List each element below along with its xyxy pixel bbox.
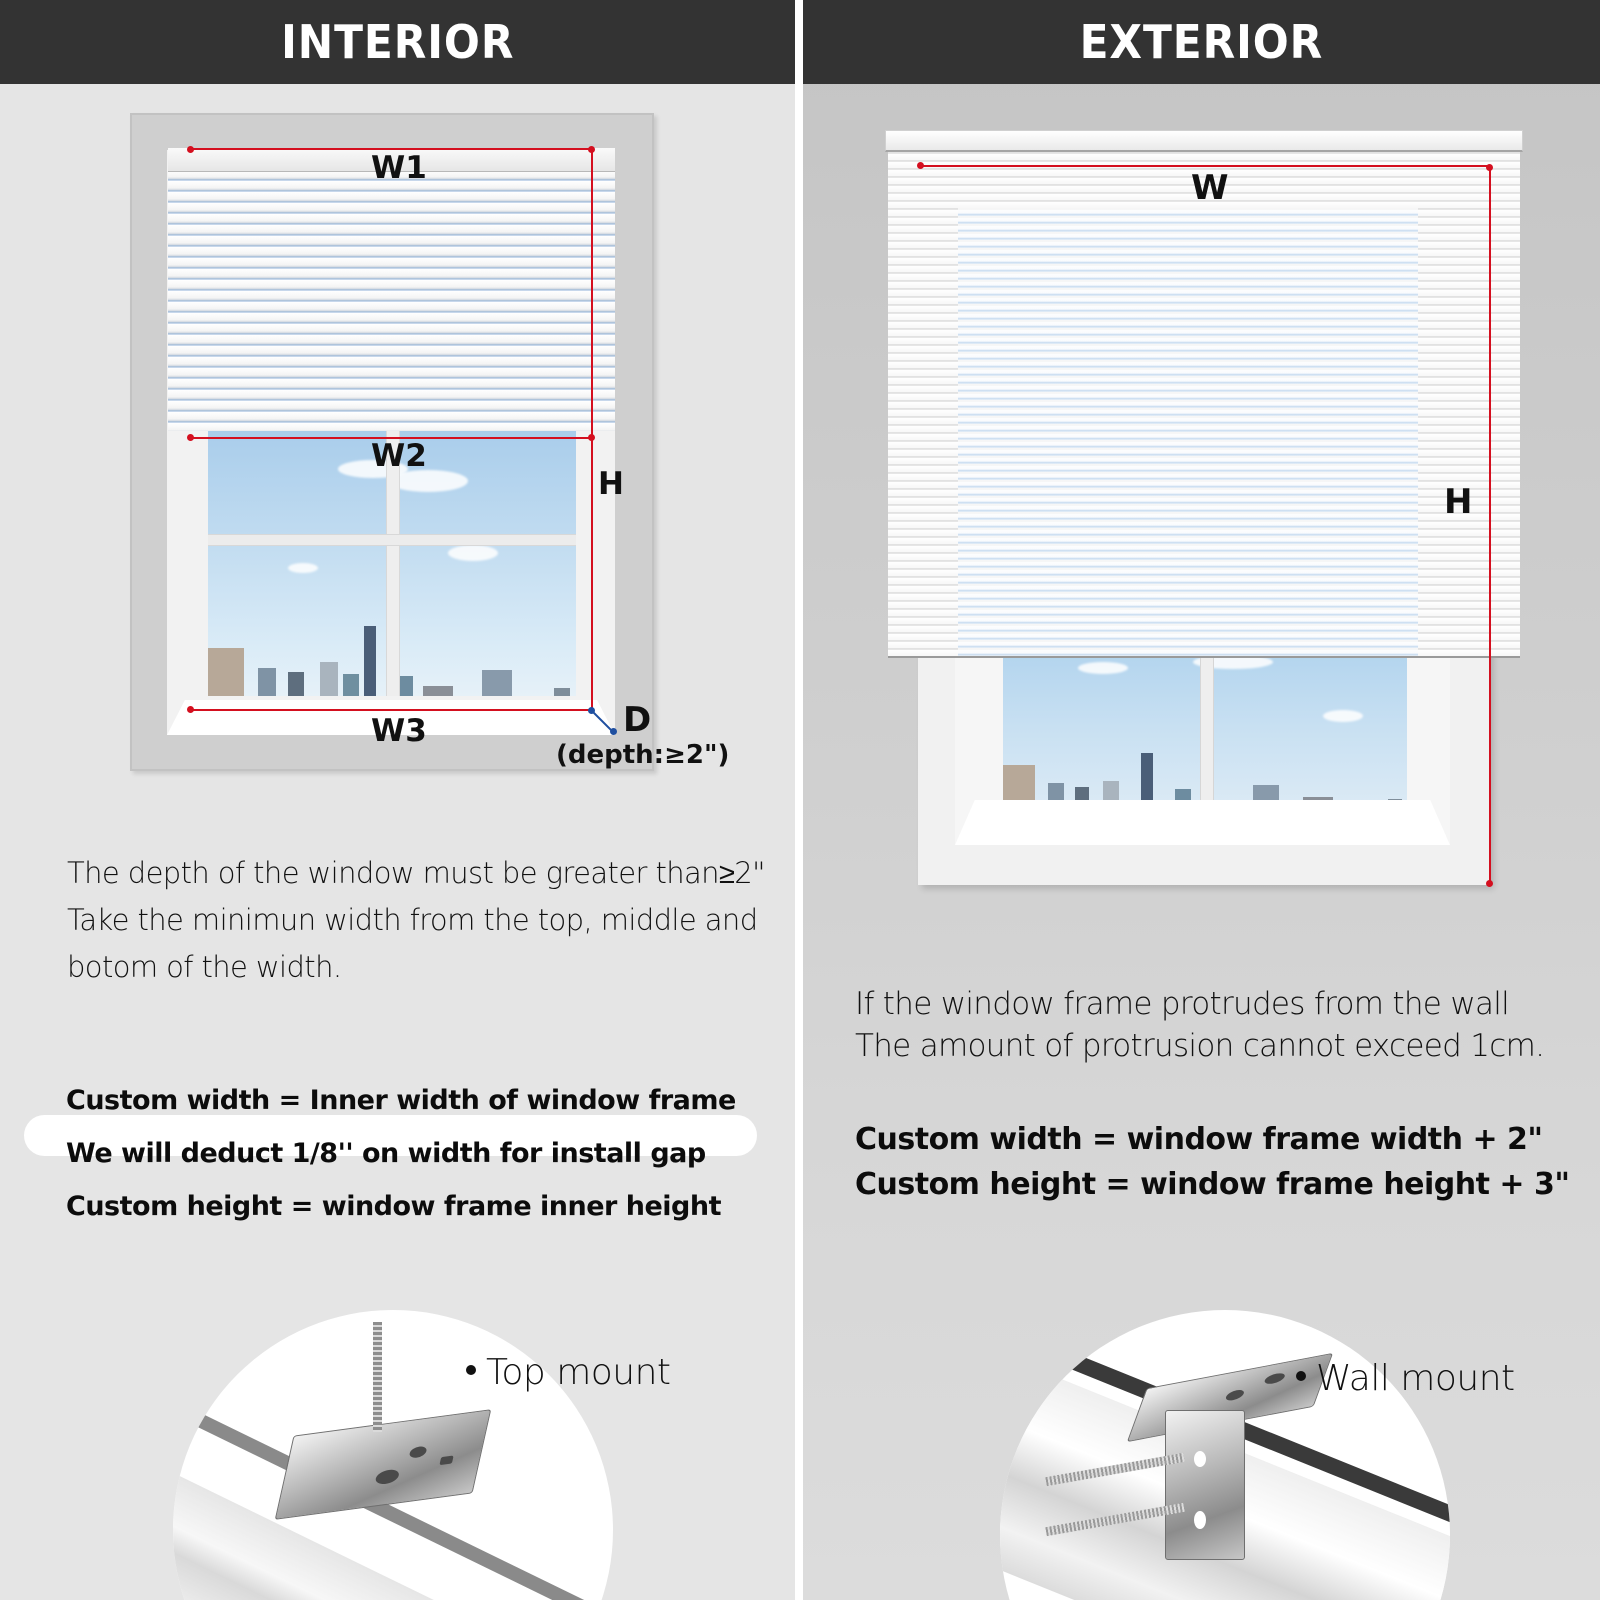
w-label: W bbox=[1191, 168, 1229, 208]
screw-vertical bbox=[373, 1322, 382, 1432]
description-line: The amount of protrusion cannot exceed 1cm. bbox=[855, 1028, 1545, 1064]
description-line: If the window frame protrudes from the wall bbox=[855, 986, 1510, 1022]
w3-dot-left bbox=[187, 706, 194, 713]
w2-dot-left bbox=[187, 434, 194, 441]
description-line: botom of the width. bbox=[67, 950, 342, 984]
w1-dot-left bbox=[187, 146, 194, 153]
interior-blind-slats bbox=[168, 148, 615, 431]
ext-h-label: H bbox=[1444, 482, 1473, 522]
exterior-blind-headrail bbox=[885, 130, 1523, 152]
ext-h-dot-bottom bbox=[1486, 880, 1493, 887]
window-mullion-horizontal bbox=[208, 534, 576, 546]
wall-mount-label: Wall mount bbox=[1296, 1358, 1515, 1399]
interior-title: INTERIOR bbox=[280, 15, 515, 69]
h-line bbox=[591, 148, 593, 710]
w-line bbox=[920, 165, 1490, 167]
custom-width-formula: Custom width = Inner width of window frame bbox=[66, 1085, 736, 1116]
w-dot-left bbox=[917, 162, 924, 169]
blind-window-seethrough bbox=[958, 208, 1418, 658]
description-line: The depth of the window must be greater than≥2" bbox=[67, 856, 765, 890]
wall-mounting-bracket-side bbox=[1165, 1410, 1245, 1560]
h-label: H bbox=[598, 466, 624, 502]
description-line: Take the minimun width from the top, middle and bbox=[67, 903, 758, 937]
w3-line bbox=[190, 709, 592, 711]
bullet-icon bbox=[466, 1365, 476, 1375]
ext-h-line bbox=[1489, 167, 1491, 884]
exterior-window-mullion bbox=[1200, 650, 1214, 805]
mounting-bracket bbox=[275, 1409, 492, 1520]
interior-panel bbox=[0, 0, 795, 1600]
w3-label: W3 bbox=[371, 713, 427, 749]
interior-header bbox=[0, 0, 795, 84]
exterior-blind-slats bbox=[888, 138, 1520, 658]
exterior-window-sill bbox=[955, 800, 1450, 845]
exterior-custom-height-formula: Custom height = window frame height + 3" bbox=[855, 1167, 1570, 1202]
deduct-note: We will deduct 1/8'' on width for install gap bbox=[66, 1138, 706, 1169]
d-label: D bbox=[623, 700, 652, 740]
interior-description bbox=[67, 850, 787, 991]
bullet-icon bbox=[1296, 1371, 1306, 1381]
custom-height-formula: Custom height = window frame inner height bbox=[66, 1191, 722, 1222]
depth-note: (depth:≥2") bbox=[556, 740, 730, 770]
panel-divider bbox=[795, 0, 803, 1600]
w1-label: W1 bbox=[371, 150, 427, 186]
exterior-custom-width-formula: Custom width = window frame width + 2" bbox=[855, 1122, 1543, 1157]
depth-dot-start bbox=[588, 707, 595, 714]
top-mount-label: Top mount bbox=[466, 1352, 671, 1393]
depth-dot-end bbox=[610, 728, 617, 735]
exterior-title: EXTERIOR bbox=[1079, 15, 1324, 69]
exterior-header bbox=[803, 0, 1600, 84]
w2-label: W2 bbox=[371, 438, 427, 474]
exterior-description bbox=[855, 983, 1544, 1067]
